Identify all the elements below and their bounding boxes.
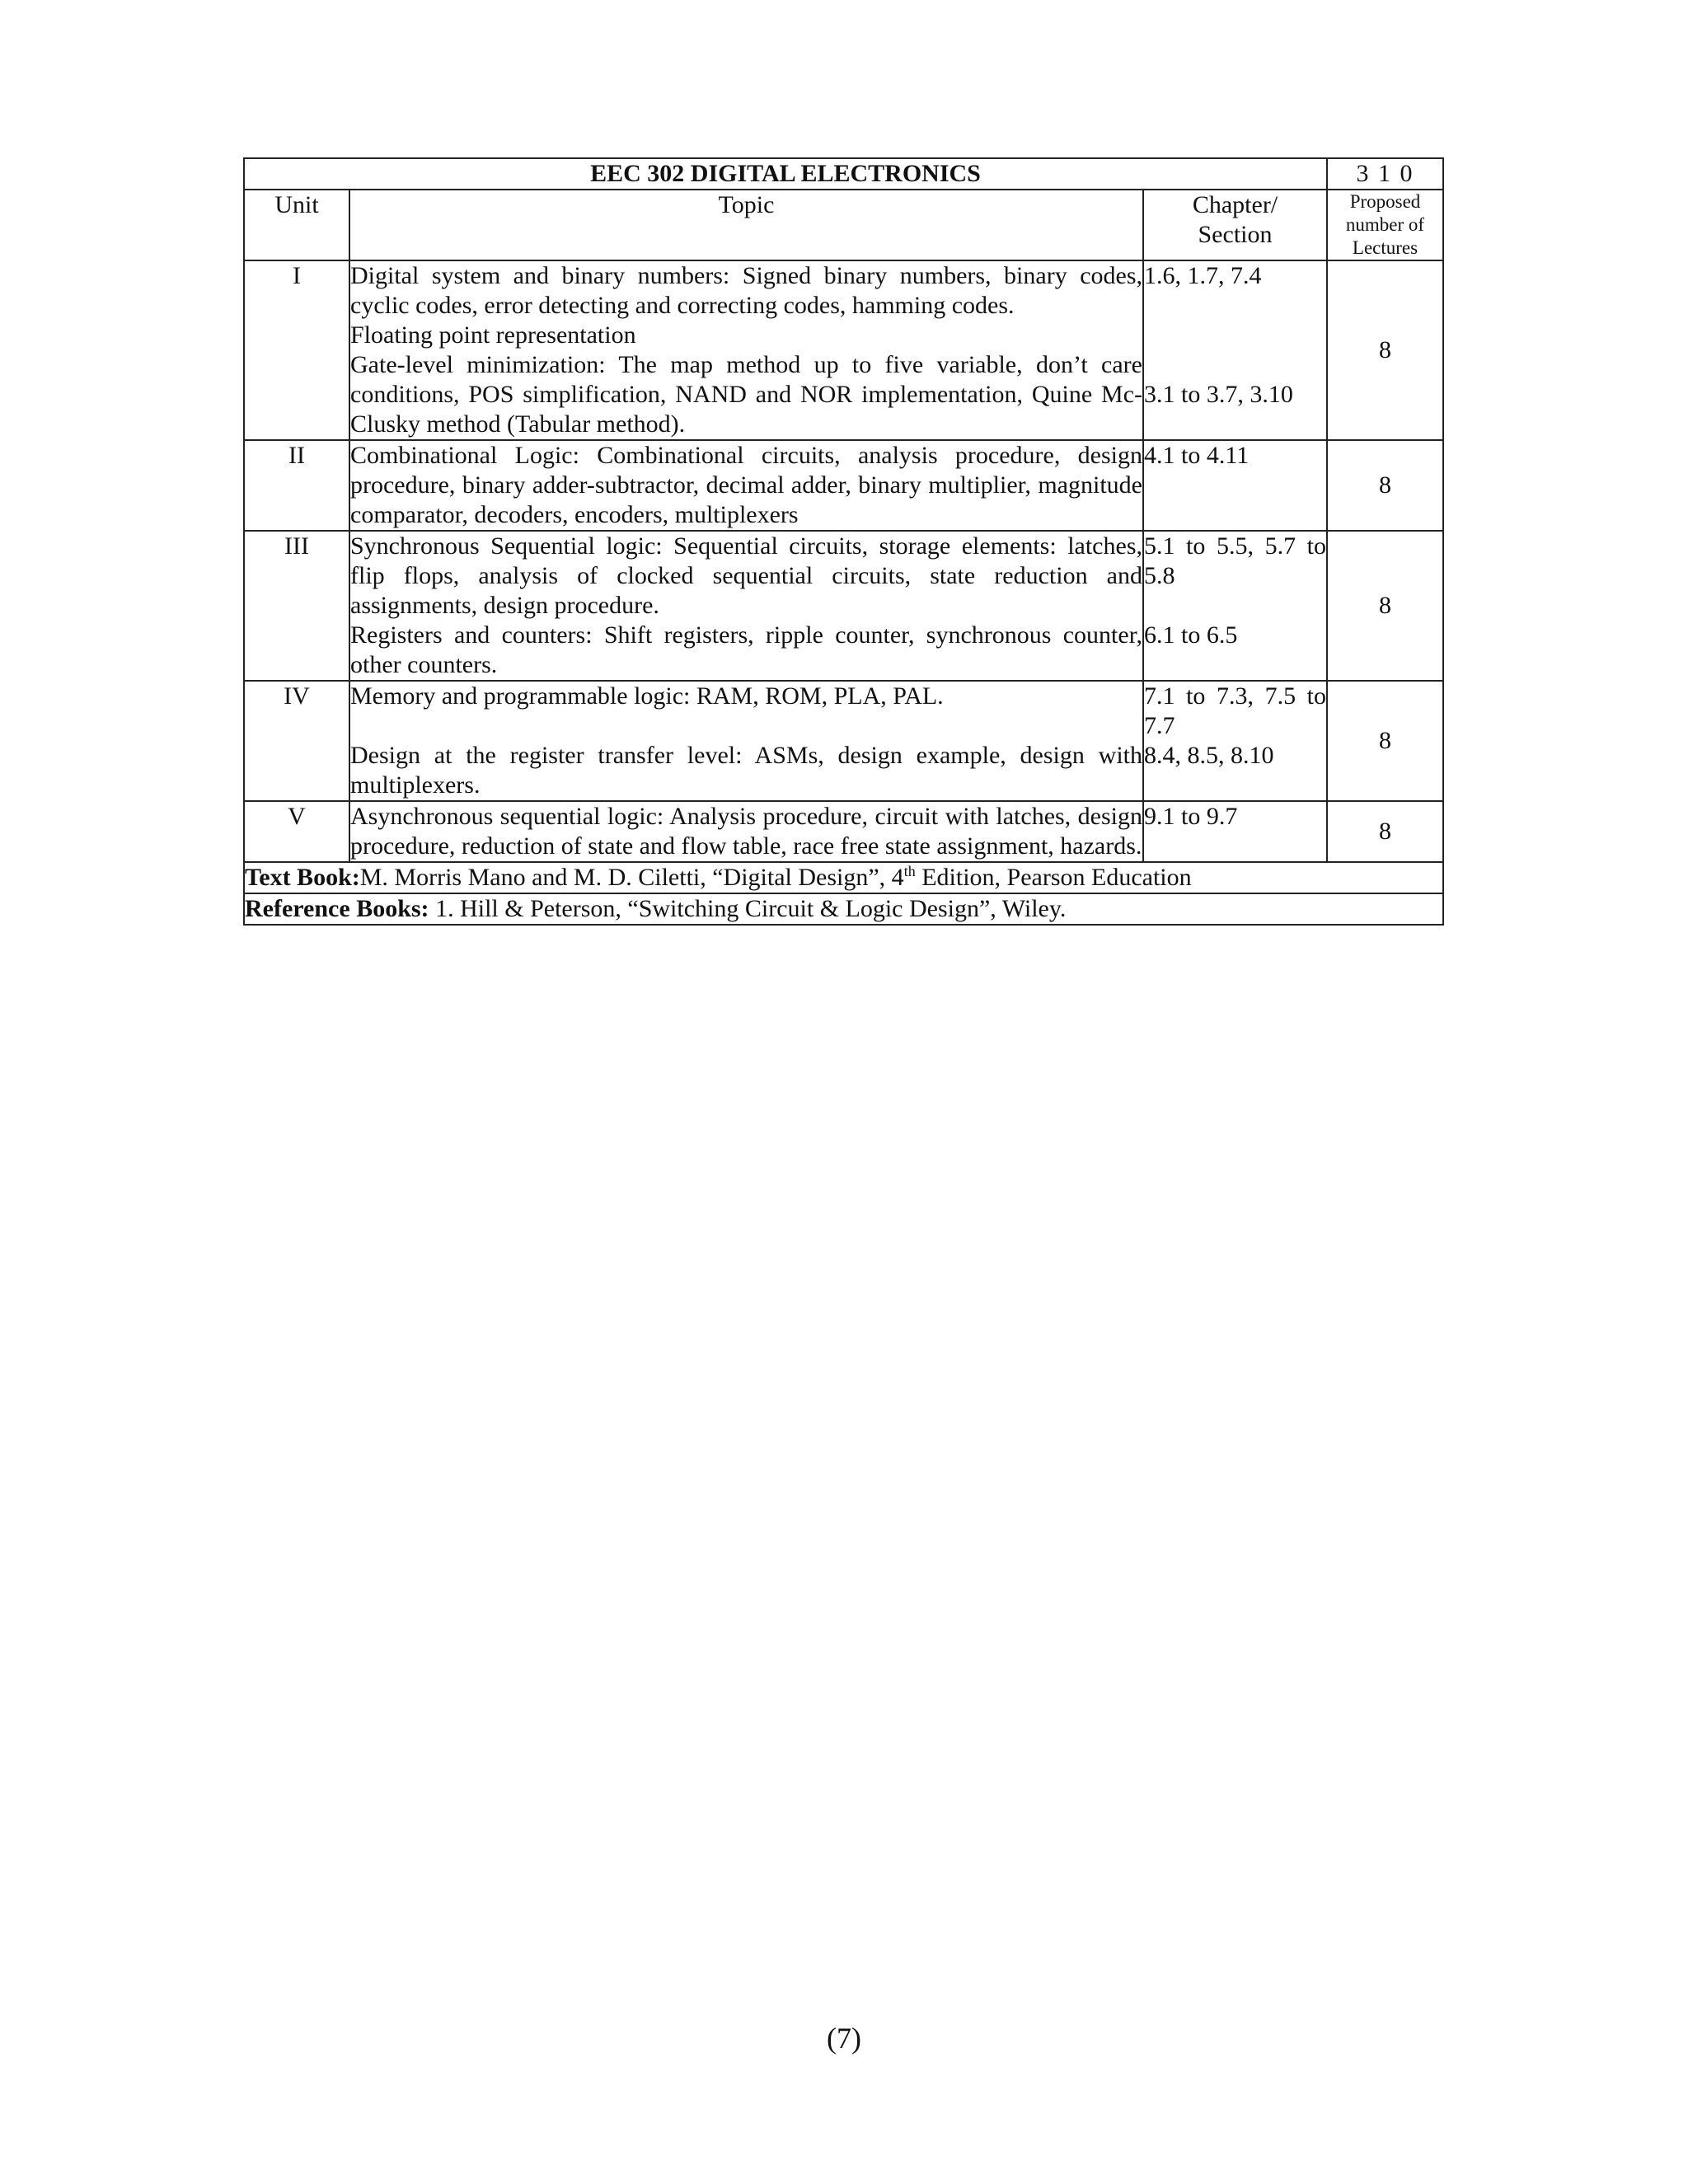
- reference-books-text: 1. Hill & Peterson, “Switching Circuit & Logic Design”, Wiley.: [429, 895, 1067, 922]
- unit-lectures: 8: [1327, 801, 1443, 862]
- topic-paragraph: Synchronous Sequential logic: Sequential circuits, storage elements: latches, flip flops, analysis of clocked sequential circuits, state reduction and assignments, design procedure.: [350, 532, 1142, 619]
- topic-paragraph: Design at the register transfer level: ASMs, design example, design with multiplexers.: [350, 742, 1142, 799]
- topic-paragraph: Memory and programmable logic: RAM, ROM, PLA, PAL.: [350, 682, 944, 710]
- topic-paragraph: Combinational Logic: Combinational circuits, analysis procedure, design procedure, binary adder-subtractor, decimal adder, binary multiplier, magnitude comparator, decoders, encoders, multiplexers: [350, 442, 1142, 528]
- unit-lectures: 8: [1327, 440, 1443, 531]
- header-lectures-line2: number of: [1345, 214, 1425, 235]
- unit-row: [244, 440, 1443, 531]
- unit-number: I: [244, 260, 349, 440]
- unit-chapters: [1143, 801, 1327, 862]
- header-row: [244, 190, 1443, 260]
- unit-topics: [349, 801, 1143, 862]
- header-chapter: [1143, 190, 1327, 260]
- chapter-ref: 7.1 to 7.3, 7.5 to 7.7: [1144, 682, 1326, 739]
- unit-lectures: 8: [1327, 681, 1443, 801]
- chapter-ref: 6.1 to 6.5: [1144, 621, 1238, 649]
- text-book-citation-end: Edition, Pearson Education: [915, 864, 1192, 891]
- text-book-label: Text Book:: [245, 864, 360, 891]
- unit-chapters: [1143, 681, 1327, 801]
- text-book-row: [244, 862, 1443, 893]
- unit-number: IV: [244, 681, 349, 801]
- topic-paragraph: Registers and counters: Shift registers, ripple counter, synchronous counter, other counters.: [350, 621, 1142, 678]
- topic-paragraph: Digital system and binary numbers: Signed binary numbers, binary codes, cyclic codes, error detecting and correcting codes, hamming codes.: [350, 262, 1142, 319]
- unit-number: II: [244, 440, 349, 531]
- unit-number: III: [244, 531, 349, 681]
- unit-topics: [349, 260, 1143, 440]
- chapter-ref: 9.1 to 9.7: [1144, 803, 1238, 830]
- unit-row: [244, 260, 1443, 440]
- chapter-ref: 8.4, 8.5, 8.10: [1144, 742, 1274, 769]
- unit-chapters: [1143, 531, 1327, 681]
- course-title-row: [244, 158, 1443, 190]
- unit-row: [244, 801, 1443, 862]
- course-title: EEC 302 DIGITAL ELECTRONICS: [244, 158, 1327, 190]
- unit-number: V: [244, 801, 349, 862]
- unit-chapters: [1143, 260, 1327, 440]
- unit-topics: [349, 681, 1143, 801]
- unit-topics: [349, 531, 1143, 681]
- page-number: (7): [827, 2022, 861, 2055]
- text-book: [244, 862, 1443, 893]
- header-chapter-line1: Chapter/: [1192, 191, 1278, 218]
- header-chapter-line2: Section: [1198, 221, 1273, 248]
- reference-books-row: [244, 893, 1443, 925]
- chapter-ref: 5.1 to 5.5, 5.7 to 5.8: [1144, 532, 1326, 589]
- header-lectures: [1327, 190, 1443, 260]
- header-topic: Topic: [349, 190, 1143, 260]
- unit-chapters: [1143, 440, 1327, 531]
- topic-paragraph: Gate-level minimization: The map method up to five variable, don’t care conditions, POS simplification, NAND and NOR implementation, Quine Mc-Clusky method (Tabular method).: [350, 351, 1142, 438]
- unit-lectures: 8: [1327, 531, 1443, 681]
- chapter-ref: 1.6, 1.7, 7.4: [1144, 262, 1262, 289]
- topic-paragraph: Floating point representation: [350, 321, 636, 349]
- header-unit: Unit: [244, 190, 349, 260]
- text-book-citation: M. Morris Mano and M. D. Ciletti, “Digital Design”, 4: [359, 864, 904, 891]
- course-credits: 3 1 0: [1327, 158, 1443, 190]
- reference-books-label: Reference Books:: [245, 895, 429, 922]
- topic-paragraph: Asynchronous sequential logic: Analysis procedure, circuit with latches, design procedure, reduction of state and flow table, race free state assignment, hazards.: [350, 803, 1142, 860]
- reference-books: [244, 893, 1443, 925]
- header-lectures-line1: Proposed: [1349, 191, 1421, 212]
- text-book-edition-suffix: th: [903, 863, 916, 879]
- header-lectures-line3: Lectures: [1352, 237, 1418, 258]
- unit-row: [244, 681, 1443, 801]
- unit-topics: [349, 440, 1143, 531]
- unit-row: [244, 531, 1443, 681]
- unit-lectures: 8: [1327, 260, 1443, 440]
- syllabus-table: [243, 157, 1444, 926]
- chapter-ref: 4.1 to 4.11: [1144, 442, 1250, 469]
- chapter-ref: 3.1 to 3.7, 3.10: [1144, 381, 1293, 408]
